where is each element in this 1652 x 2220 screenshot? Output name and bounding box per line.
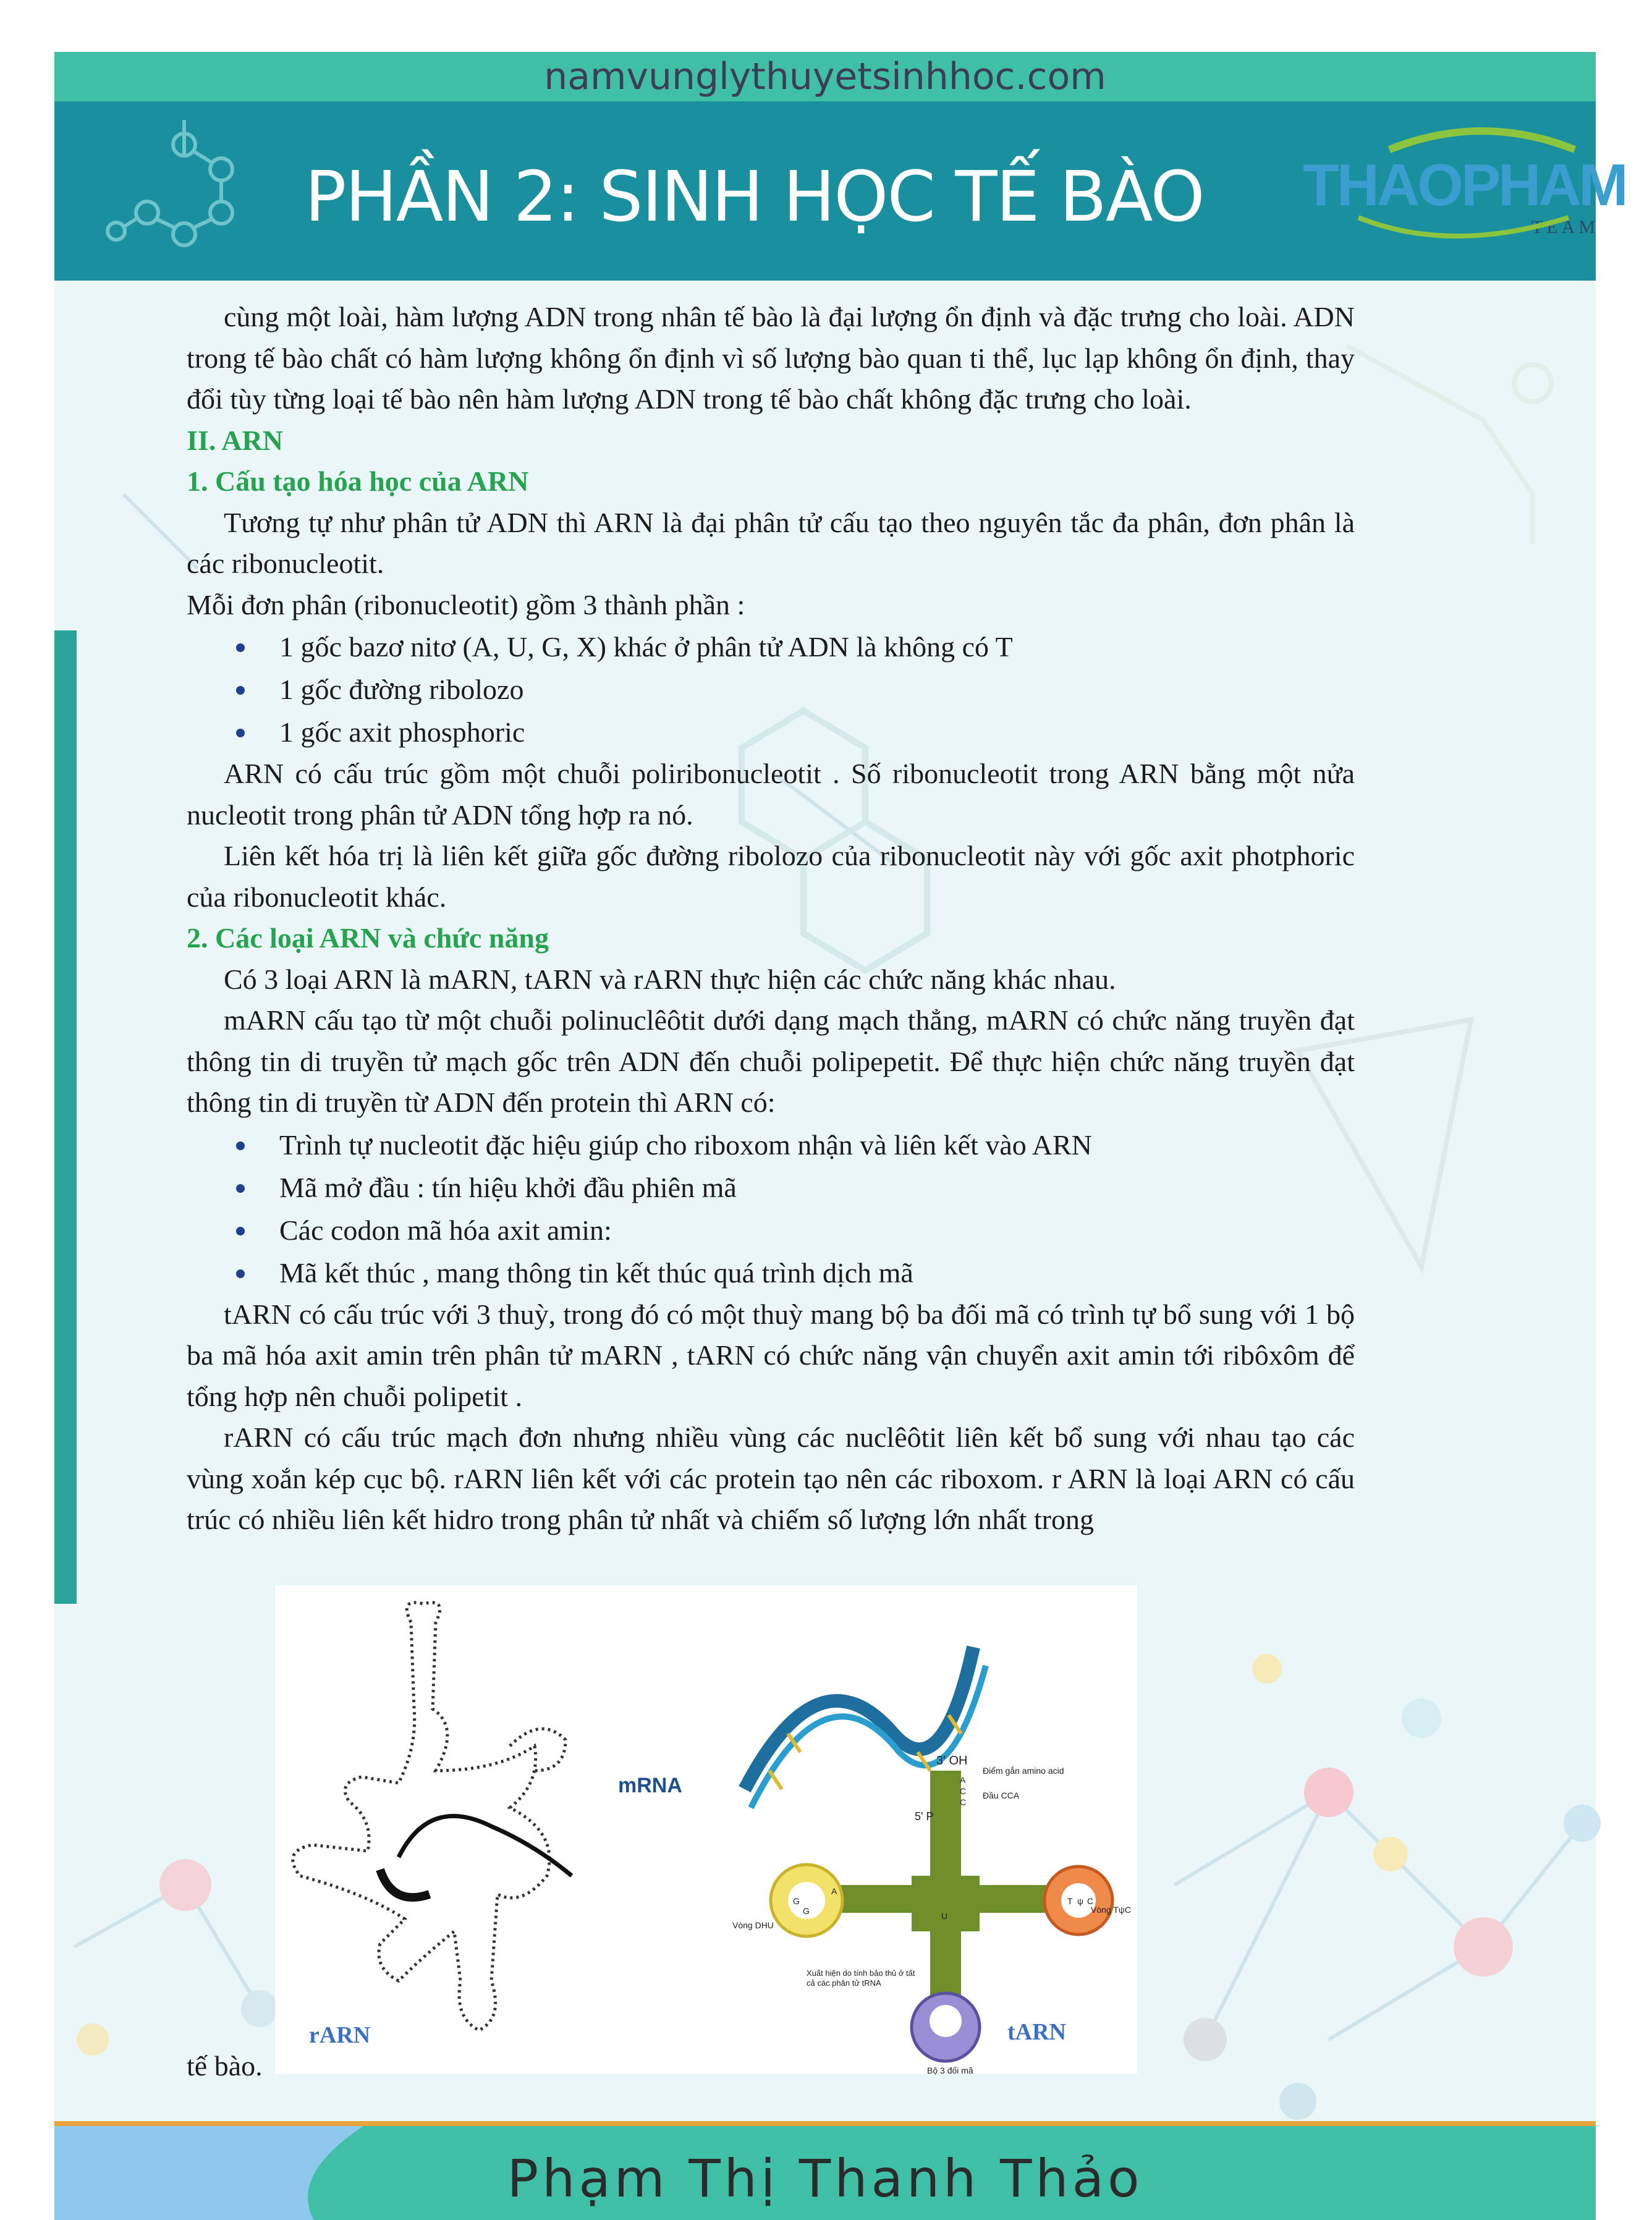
trna-dhu-label: Vòng DHU [732, 1920, 774, 1930]
trna-acceptor-base: A [960, 1775, 966, 1785]
mrna-paragraph: mARN cấu tạo từ một chuỗi polinuclêôtit dưới dạng mạch thẳng, mARN có chức năng truyền đạt thông tin di truyền tử mạch gốc trên ADN đến chuỗi polipepetit. Để thực hiện chức năng truyền đạt thông tin di truyền từ ADN đến protein thì ARN có: [187, 1004, 1355, 1118]
trna-arm-base: A [831, 1886, 837, 1896]
trna-acceptor-base: C [960, 1786, 967, 1796]
header-banner [54, 101, 1626, 281]
list-item: 1 gốc axit phosphoric [187, 711, 1355, 753]
trna-amino-label: Điểm gắn amino acid [983, 1766, 1064, 1776]
thaopham-logo [1297, 125, 1626, 255]
subheading-arn-types: 2. Các loại ARN và chức năng [187, 922, 549, 954]
main-content [187, 297, 1355, 1541]
trna-3oh-label: 3' OH [936, 1754, 968, 1768]
trna-paragraph: tARN có cấu trúc với 3 thuỳ, trong đó có một thuỳ mang bộ ba đối mã có trình tự bổ sung với 1 bộ ba mã hóa axit amin trên phân tử mARN , tARN có chức năng vận chuyển axit amin tới ribôxôm để tổng hợp nên chuỗi polipetit . [187, 1298, 1355, 1412]
svg-text:TEAM: TEAM [1531, 217, 1599, 237]
subheading-chemical-structure: 1. Cấu tạo hóa học của ARN [187, 465, 529, 497]
rrna-structure-icon [293, 1603, 565, 2030]
intro-paragraph: cùng một loài, hàm lượng ADN trong nhân tế bào là đại lượng ổn định và đặc trưng cho loài. ADN trong tế bào chất có hàm lượng không ổn định vì số lượng bào quan ti thể, lục lạp không ổn định, thay đổi tùy từng loại tế bào nên hàm lượng ADN trong tế bào chất không đặc trưng cho loài. [187, 301, 1355, 415]
list-item: Các codon mã hóa axit amin: [187, 1209, 1355, 1252]
list-item: 1 gốc đường ribolozo [187, 668, 1355, 711]
list-item: 1 gốc bazơ nitơ (A, U, G, X) khác ở phân tử ADN là không có T [187, 625, 1355, 668]
trna-tpsic-base: ψ [1077, 1896, 1083, 1906]
rrna-label: rARN [309, 2022, 371, 2048]
structure-paragraph-3: ARN có cấu trúc gồm một chuỗi poliribonucleotit . Số ribonucleotit trong ARN bằng một nửa nucleotit trong phân tử ADN tổng hợp ra nó. [187, 758, 1355, 831]
page-title: PHẦN 2: SINH HỌC TẾ BÀO [305, 157, 1204, 237]
structure-paragraph-2: Mỗi đơn phân (ribonucleotit) gồm 3 thành phần : [187, 588, 745, 621]
rna-figure [275, 1585, 1137, 2074]
rrna-arrow-icon [399, 1816, 572, 1876]
types-paragraph: Có 3 loại ARN là mARN, tARN và rARN thực hiện các chức năng khác nhau. [224, 963, 1116, 995]
list-item: Mã kết thúc , mang thông tin kết thúc quá trình dịch mã [187, 1252, 1355, 1294]
list-item: Trình tự nucleotit đặc hiệu giúp cho riboxom nhận và liên kết vào ARN [187, 1124, 1355, 1166]
rna-diagram [275, 1585, 1137, 2074]
molecule-decoration-icon [91, 101, 277, 281]
website-url[interactable]: namvunglythuyetsinhhoc.com [54, 52, 1596, 101]
structure-paragraph-1: Tương tự như phân tử ADN thì ARN là đại phân tử cấu tạo theo nguyên tắc đa phân, đơn phân là các ribonucleotit. [187, 506, 1355, 579]
section-heading-arn: II. ARN [187, 424, 283, 456]
rrna-paragraph: rARN có cấu trúc mạch đơn nhưng nhiều vùng các nuclêôtit liên kết bổ sung với nhau tạo các vùng xoắn kép cục bộ. rARN liên kết với các protein tạo nên các riboxom. r ARN là loại ARN có cấu trúc có nhiều liên kết hidro trong phân tử nhất và chiếm số lượng lớn nhất trong [187, 1421, 1355, 1535]
mrna-label: mRNA [618, 1774, 682, 1797]
author-name: Phạm Thị Thanh Thảo [507, 2148, 1143, 2209]
trna-acceptor-base: C [960, 1797, 967, 1807]
trna-5p-label: 5' P [915, 1810, 934, 1823]
trna-tpsic-base: C [1087, 1896, 1094, 1906]
components-list [187, 625, 1355, 753]
trna-note-label: Xuất hiện do tính bảo thủ ở tất cả các phân tử tRNA [807, 1968, 915, 1988]
list-item: Mã mở đầu : tín hiệu khởi đầu phiên mã [187, 1166, 1355, 1209]
structure-paragraph-4: Liên kết hóa trị là liên kết giữa gốc đường ribolozo của ribonucleotit này với gốc axit photphoric của ribonucleotit khác. [187, 840, 1355, 913]
trna-tpsic-base: T [1067, 1896, 1073, 1906]
closing-text: tế bào. [187, 2050, 263, 2082]
trna-dhu-base: G [803, 1906, 810, 1916]
trna-label: tARN [1007, 2019, 1066, 2045]
left-margin-bar [54, 630, 77, 1604]
trna-anticodon-label: Bộ 3 đối mã [927, 2065, 973, 2075]
footer-banner [54, 2126, 1596, 2220]
trna-tpsic-label: Vòng TψC [1091, 1905, 1131, 1915]
svg-text:THAOPHAM: THAOPHAM [1303, 152, 1626, 218]
trna-cca-label: Đầu CCA [983, 1790, 1020, 1800]
mrna-features-list [187, 1124, 1355, 1294]
trna-dhu-base: G [793, 1896, 800, 1906]
trna-core-base: U [941, 1911, 948, 1921]
